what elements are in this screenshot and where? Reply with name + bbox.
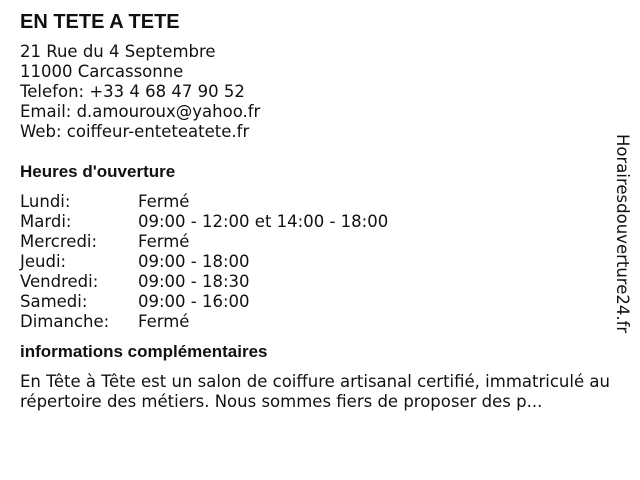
phone-line: Telefon: +33 4 68 47 90 52 [20,82,245,101]
hours-row [20,212,388,232]
contact-block [20,42,620,142]
hours-day: Lundi: [20,192,71,211]
hours-time: Fermé [138,312,190,331]
email-line: Email: d.amouroux@yahoo.fr [20,102,261,121]
hours-time: 09:00 - 18:30 [138,272,250,291]
hours-time: Fermé [138,192,190,211]
hours-day: Dimanche: [20,312,110,331]
web-line: Web: coiffeur-enteteatete.fr [20,122,250,141]
address-line-street: 21 Rue du 4 Septembre [20,42,216,61]
business-card [20,10,620,412]
hours-row [20,272,388,292]
business-name: EN TETE A TETE [20,11,180,33]
hours-time: 09:00 - 16:00 [138,292,250,311]
info-description: En Tête à Tête est un salon de coiffure artisanal certifié, immatriculé au répertoire des métiers. Nous sommes fiers de proposer des p... [20,372,610,411]
site-watermark: Horairesdouverture24.fr [613,134,632,334]
hours-time: Fermé [138,232,190,251]
hours-time: 09:00 - 12:00 et 14:00 - 18:00 [138,212,389,231]
hours-time: 09:00 - 18:00 [138,252,250,271]
hours-row [20,232,388,252]
hours-day: Samedi: [20,292,88,311]
hours-row [20,252,388,272]
hours-heading: Heures d'ouverture [20,162,176,181]
info-heading: informations complémentaires [20,342,268,361]
hours-row [20,292,388,312]
address-line-city: 11000 Carcassonne [20,62,184,81]
hours-row [20,312,388,332]
hours-day: Mardi: [20,212,72,231]
hours-table [20,192,388,332]
hours-day: Jeudi: [20,252,67,271]
hours-row [20,192,388,212]
hours-day: Mercredi: [20,232,98,251]
hours-day: Vendredi: [20,272,99,291]
